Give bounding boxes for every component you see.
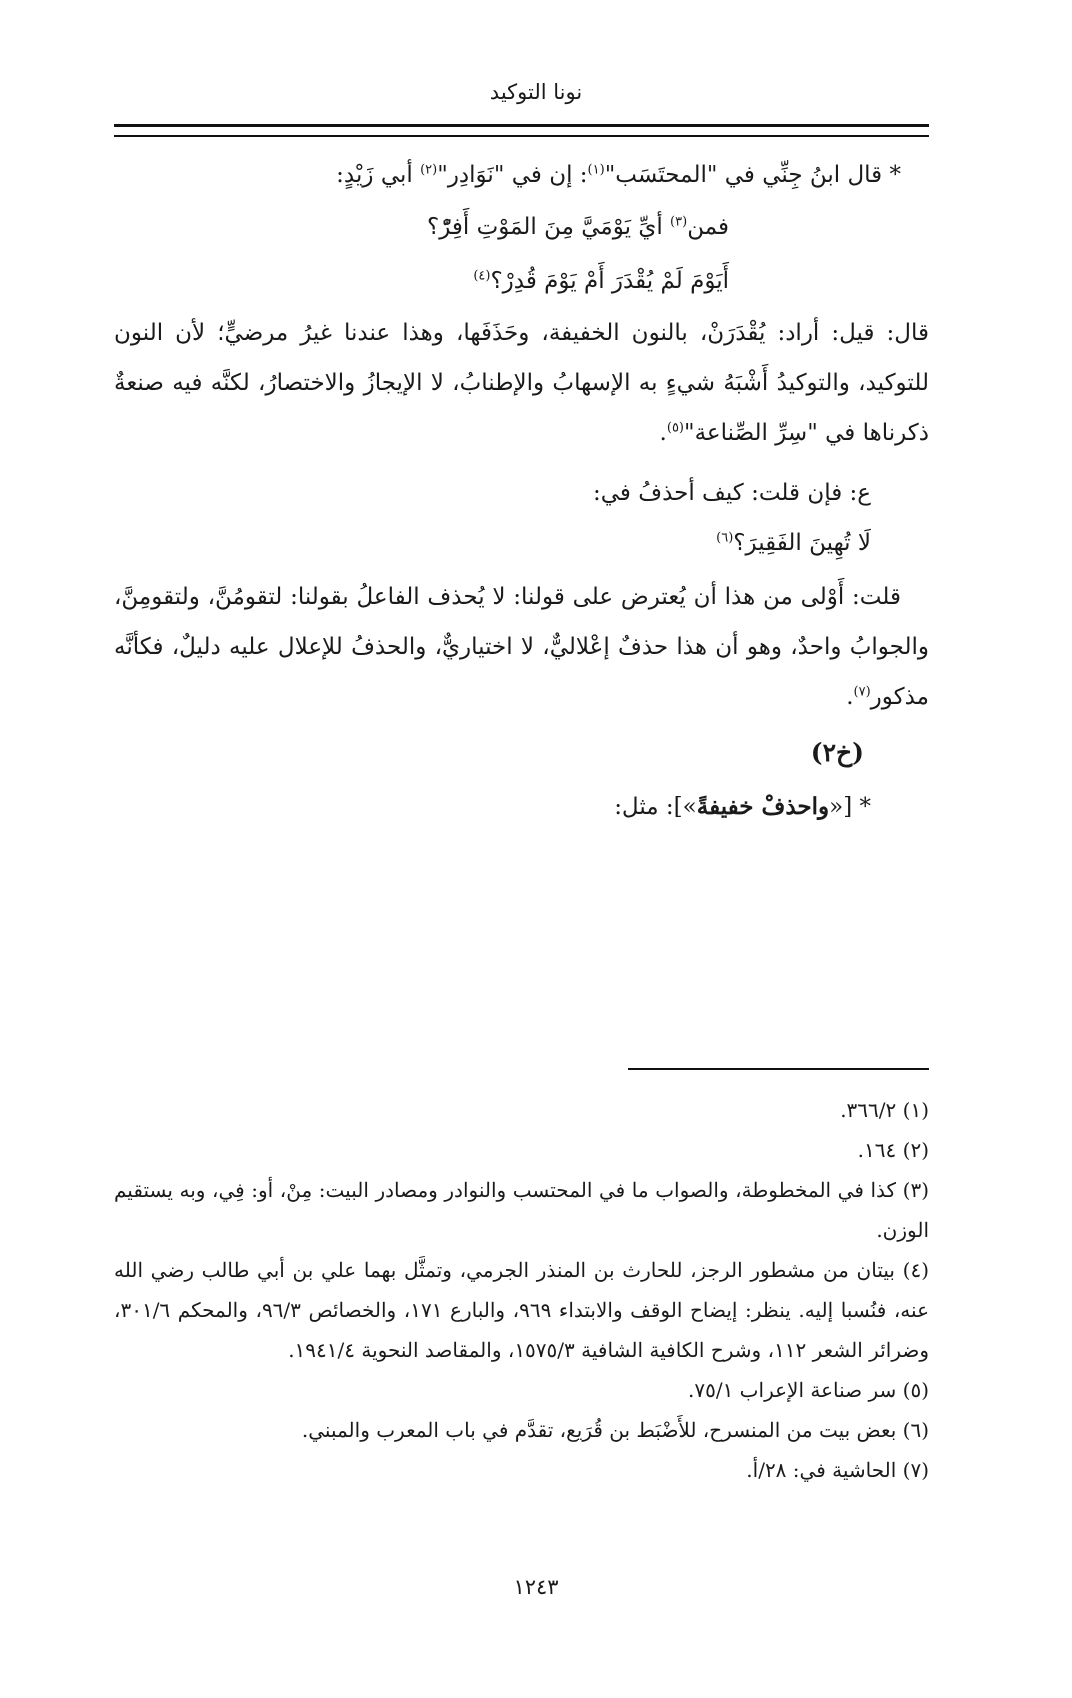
bold-term: واحذفْ خفيفةً [696, 793, 830, 820]
footnote-5: (٥) سر صناعة الإعراب ٧٥/١. [688, 1378, 929, 1402]
page-number: ١٢٤٣ [513, 1575, 559, 1599]
footnote-ref-2: (٢) [420, 162, 438, 178]
footnote-7: (٧) الحاشية في: ٢٨/أ. [746, 1458, 929, 1482]
question-line: ع: فإن قلت: كيف أحذفُ في: [593, 480, 871, 506]
intro-line: * قال ابنُ جِنِّي في "المحتَسَب"$^{(١)}$: إن في "نَوَادِر"$^{(٢)}$ أبي زَيْدٍ: [336, 162, 901, 188]
footnote-ref-7: (٧) [853, 684, 871, 700]
footnote-ref-1: (١) [587, 162, 605, 178]
footnote-4: (٤) بيتان من مشطور الرجز، للحارث بن المنذر الجرمي، وتمثَّل بهما علي بن أبي طالب رضي الله عنه، فنُسبا إليه. ينظر: إيضاح الوقف والابتداء ٩٦٩، والبارع ١٧١، والخصائص ٩٦/٣، والمحكم ٣٠١/٦، وضرائر الشعر ١١٢، وشرح الكافية الشافية ١٥٧٥/٣، والمقاصد النحوية ١٩٤١/٤. [114, 1258, 930, 1362]
running-header: نونا التوكيد [489, 80, 583, 104]
quoted-phrase: لَا تُهِينَ الفَقِيرَ؟$^{(٦)}$ [716, 530, 871, 556]
footnote-2: (٢) ١٦٤. [857, 1138, 929, 1162]
paragraph-2: قلت: أَوْلى من هذا أن يُعترض على قولنا: لا يُحذف الفاعلُ بقولنا: لتقومُنَّ، ولتقومِنَّ، والجوابُ واحدٌ، وهو أن هذا حذفٌ إعْلاليٌّ، لا اختياريٌّ، والحذفُ للإعلال عليه دليلٌ، فكأنَّه مذكور$^{(٧)}$. [114, 584, 929, 710]
rule-heading-line: * [«واحذفْ خفيفةً»]: مثل: [614, 793, 871, 820]
header-rule-thick [114, 124, 929, 127]
verse-line-1: فمن$^{(٣)}$ أيِّ يَوْمَيَّ مِنَ المَوْتِ أَفِرّْ؟ [426, 214, 729, 240]
verse-line-2: أَيَوْمَ لَمْ يُقْدَرَ أَمْ يَوْمَ قُدِرْ؟$^{(٤)}$ [473, 268, 729, 294]
footnote-3: (٣) كذا في المخطوطة، والصواب ما في المحتسب والنوادر ومصادر البيت: مِنْ، أو: فِي، وبه يستقيم الوزن. [114, 1178, 929, 1242]
footnote-ref-6: (٦) [716, 530, 734, 546]
footnote-1: (١) ٣٦٦/٢. [840, 1098, 929, 1122]
footnote-ref-5: (٥) [666, 420, 684, 436]
footnote-ref-4: (٤) [473, 268, 491, 284]
header-rule-thin [114, 135, 929, 137]
paragraph-1: قال: قيل: أراد: يُقْدَرَنْ، بالنون الخفيفة، وحَذَفَها، وهذا عندنا غيرُ مرضيٍّ؛ لأن النون للتوكيد، والتوكيدُ أَشْبَهُ شيءٍ به الإسهابُ والإطنابُ، لا الإيجازُ والاختصارُ، لكنَّه فيه صنعةٌ ذكرناها في "سِرِّ الصِّناعة"$^{(٥)}$. [114, 320, 929, 446]
main-text [114, 150, 929, 832]
footnote-separator [628, 1068, 929, 1070]
footnote-6: (٦) بعض بيت من المنسرح، للأَضْبَط بن قُرَيع، تقدَّم في باب المعرب والمبني. [301, 1418, 929, 1442]
footnote-ref-3: (٣) [670, 214, 688, 230]
footnotes [114, 1090, 929, 1490]
section-marker: (خ٢) [810, 738, 864, 767]
